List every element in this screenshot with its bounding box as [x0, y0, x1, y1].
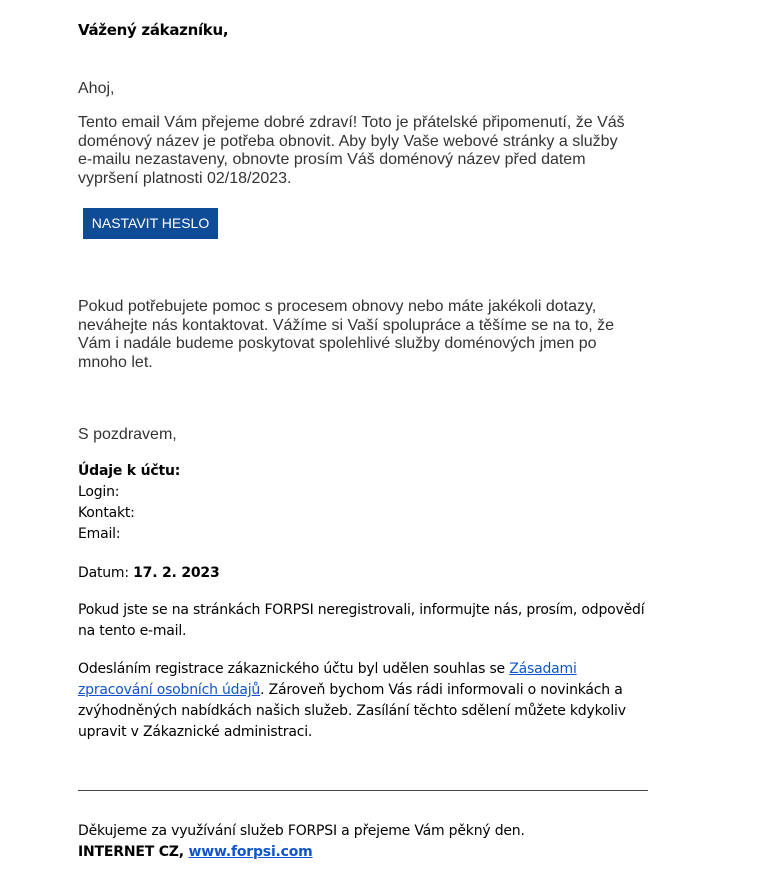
date-value: 17. 2. 2023: [133, 565, 220, 581]
consent-text-line4: upravit v Zákaznické administraci.: [78, 724, 313, 740]
login-label: Login:: [78, 484, 120, 500]
footer-divider: [78, 790, 648, 791]
regards-text: S pozdravem,: [78, 426, 177, 443]
date-line: [78, 563, 220, 584]
consent-text-start: Odesláním registrace zákaznického účtu byl udělen souhlas se: [78, 661, 510, 677]
consent-text-after-link: . Zároveň bychom Vás rádi informovali o novinkách a: [260, 682, 623, 698]
privacy-policy-link-continued[interactable]: zpracování osobních údajů: [78, 682, 261, 698]
renewal-reminder-paragraph: Tento email Vám přejeme dobré zdraví! Toto je přátelské připomenutí, že Váš doménový název je potřeba obnovit. Aby byly Vaše webové stránky a služby e-mailu nezastaveny, obnovte prosím Váš doménový název před datem vypršení platnosti 02/18/2023.: [78, 114, 625, 187]
set-password-button[interactable]: NASTAVIT HESLO: [83, 208, 218, 239]
contact-label: Kontakt:: [78, 505, 135, 521]
thanks-text: Děkujeme za využívání služeb FORPSI a přejeme Vám pěkný den.: [78, 823, 525, 839]
account-details: [78, 461, 180, 545]
consent-text-line3: zvýhodněných nabídkách našich služeb. Zasílání těchto sdělení můžete kdykoliv: [78, 703, 626, 719]
support-paragraph: Pokud potřebujete pomoc s procesem obnovy nebo máte jakékoli dotazy, neváhejte nás kontaktovat. Vážíme si Vaší spolupráce a těšíme se na to, že Vám i nadále budeme poskytovat spolehlivé služby doménových jmen po mnoho let.: [78, 298, 614, 371]
website-link[interactable]: www.forpsi.com: [188, 844, 313, 860]
signature: [78, 842, 313, 863]
not-registered-paragraph: Pokud jste se na stránkách FORPSI neregistrovali, informujte nás, prosím, odpovědí na tento e-mail.: [78, 602, 645, 639]
date-label: Datum:: [78, 565, 134, 581]
privacy-policy-link[interactable]: Zásadami: [509, 661, 577, 677]
company-name: INTERNET CZ,: [78, 844, 189, 860]
hello-text: Ahoj,: [78, 80, 115, 97]
email-label: Email:: [78, 526, 121, 542]
account-details-title: Údaje k účtu:: [78, 463, 181, 479]
greeting-heading: Vážený zákazníku,: [78, 21, 229, 39]
consent-paragraph: [78, 659, 648, 743]
